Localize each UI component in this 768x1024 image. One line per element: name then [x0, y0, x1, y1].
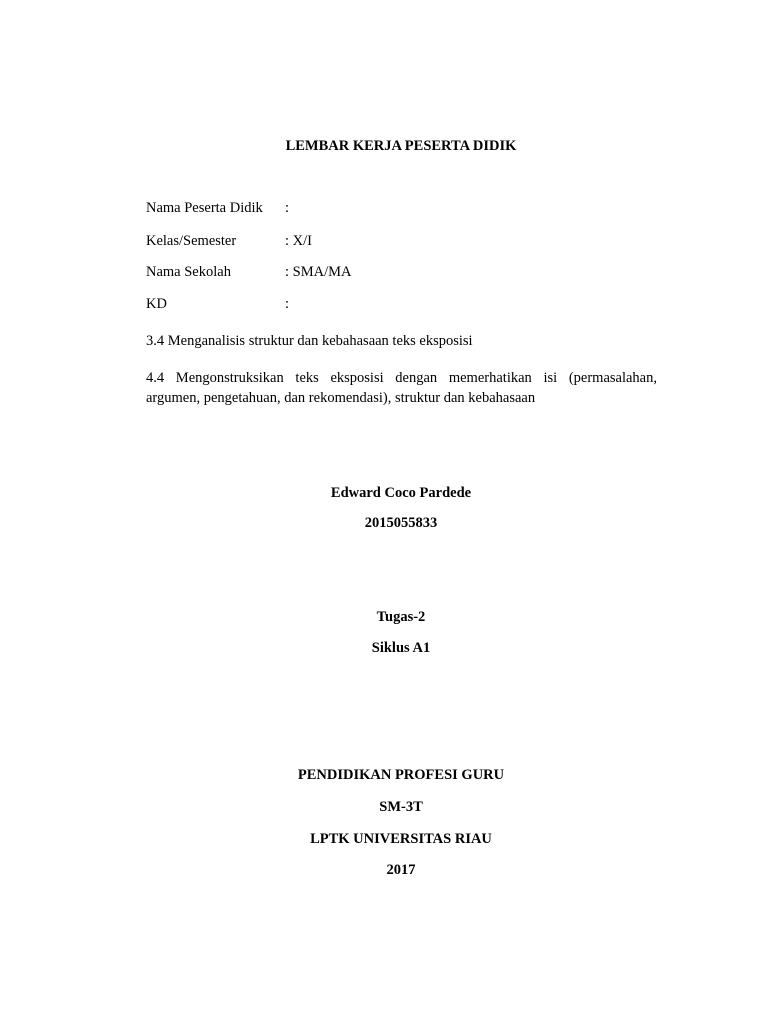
cycle-label: Siklus A1: [371, 640, 431, 656]
field-label: Nama Peserta Didik: [146, 200, 263, 216]
document-year: 2017: [386, 862, 416, 878]
task-label: Tugas-2: [376, 609, 426, 625]
kd-item-4-4: 4.4 Mengonstruksikan teks eksposisi dengan memerhatikan isi (permasalahan, argumen, pengetahuan, dan rekomendasi), struktur dan kebahasaan: [146, 370, 657, 406]
program-code: SM-3T: [379, 799, 423, 815]
author-name: Edward Coco Pardede: [330, 485, 472, 501]
university-name: LPTK UNIVERSITAS RIAU: [310, 831, 492, 847]
document-title: LEMBAR KERJA PESERTA DIDIK: [285, 138, 517, 154]
program-name: PENDIDIKAN PROFESI GURU: [297, 767, 505, 783]
field-value: : SMA/MA: [285, 264, 352, 280]
kd-item-3-4: 3.4 Menganalisis struktur dan kebahasaan teks eksposisi: [146, 333, 473, 349]
field-row-kd: [146, 296, 666, 313]
field-value: : X/I: [285, 233, 312, 249]
field-value: :: [285, 296, 290, 312]
field-label: KD: [146, 296, 167, 312]
field-value: :: [285, 200, 290, 216]
author-id: 2015055833: [364, 515, 438, 531]
field-label: Nama Sekolah: [146, 264, 231, 280]
field-label: Kelas/Semester: [146, 233, 237, 249]
field-row-nama-sekolah: [146, 264, 666, 281]
field-row-nama-peserta: [146, 200, 666, 217]
field-row-kelas-semester: [146, 233, 666, 250]
